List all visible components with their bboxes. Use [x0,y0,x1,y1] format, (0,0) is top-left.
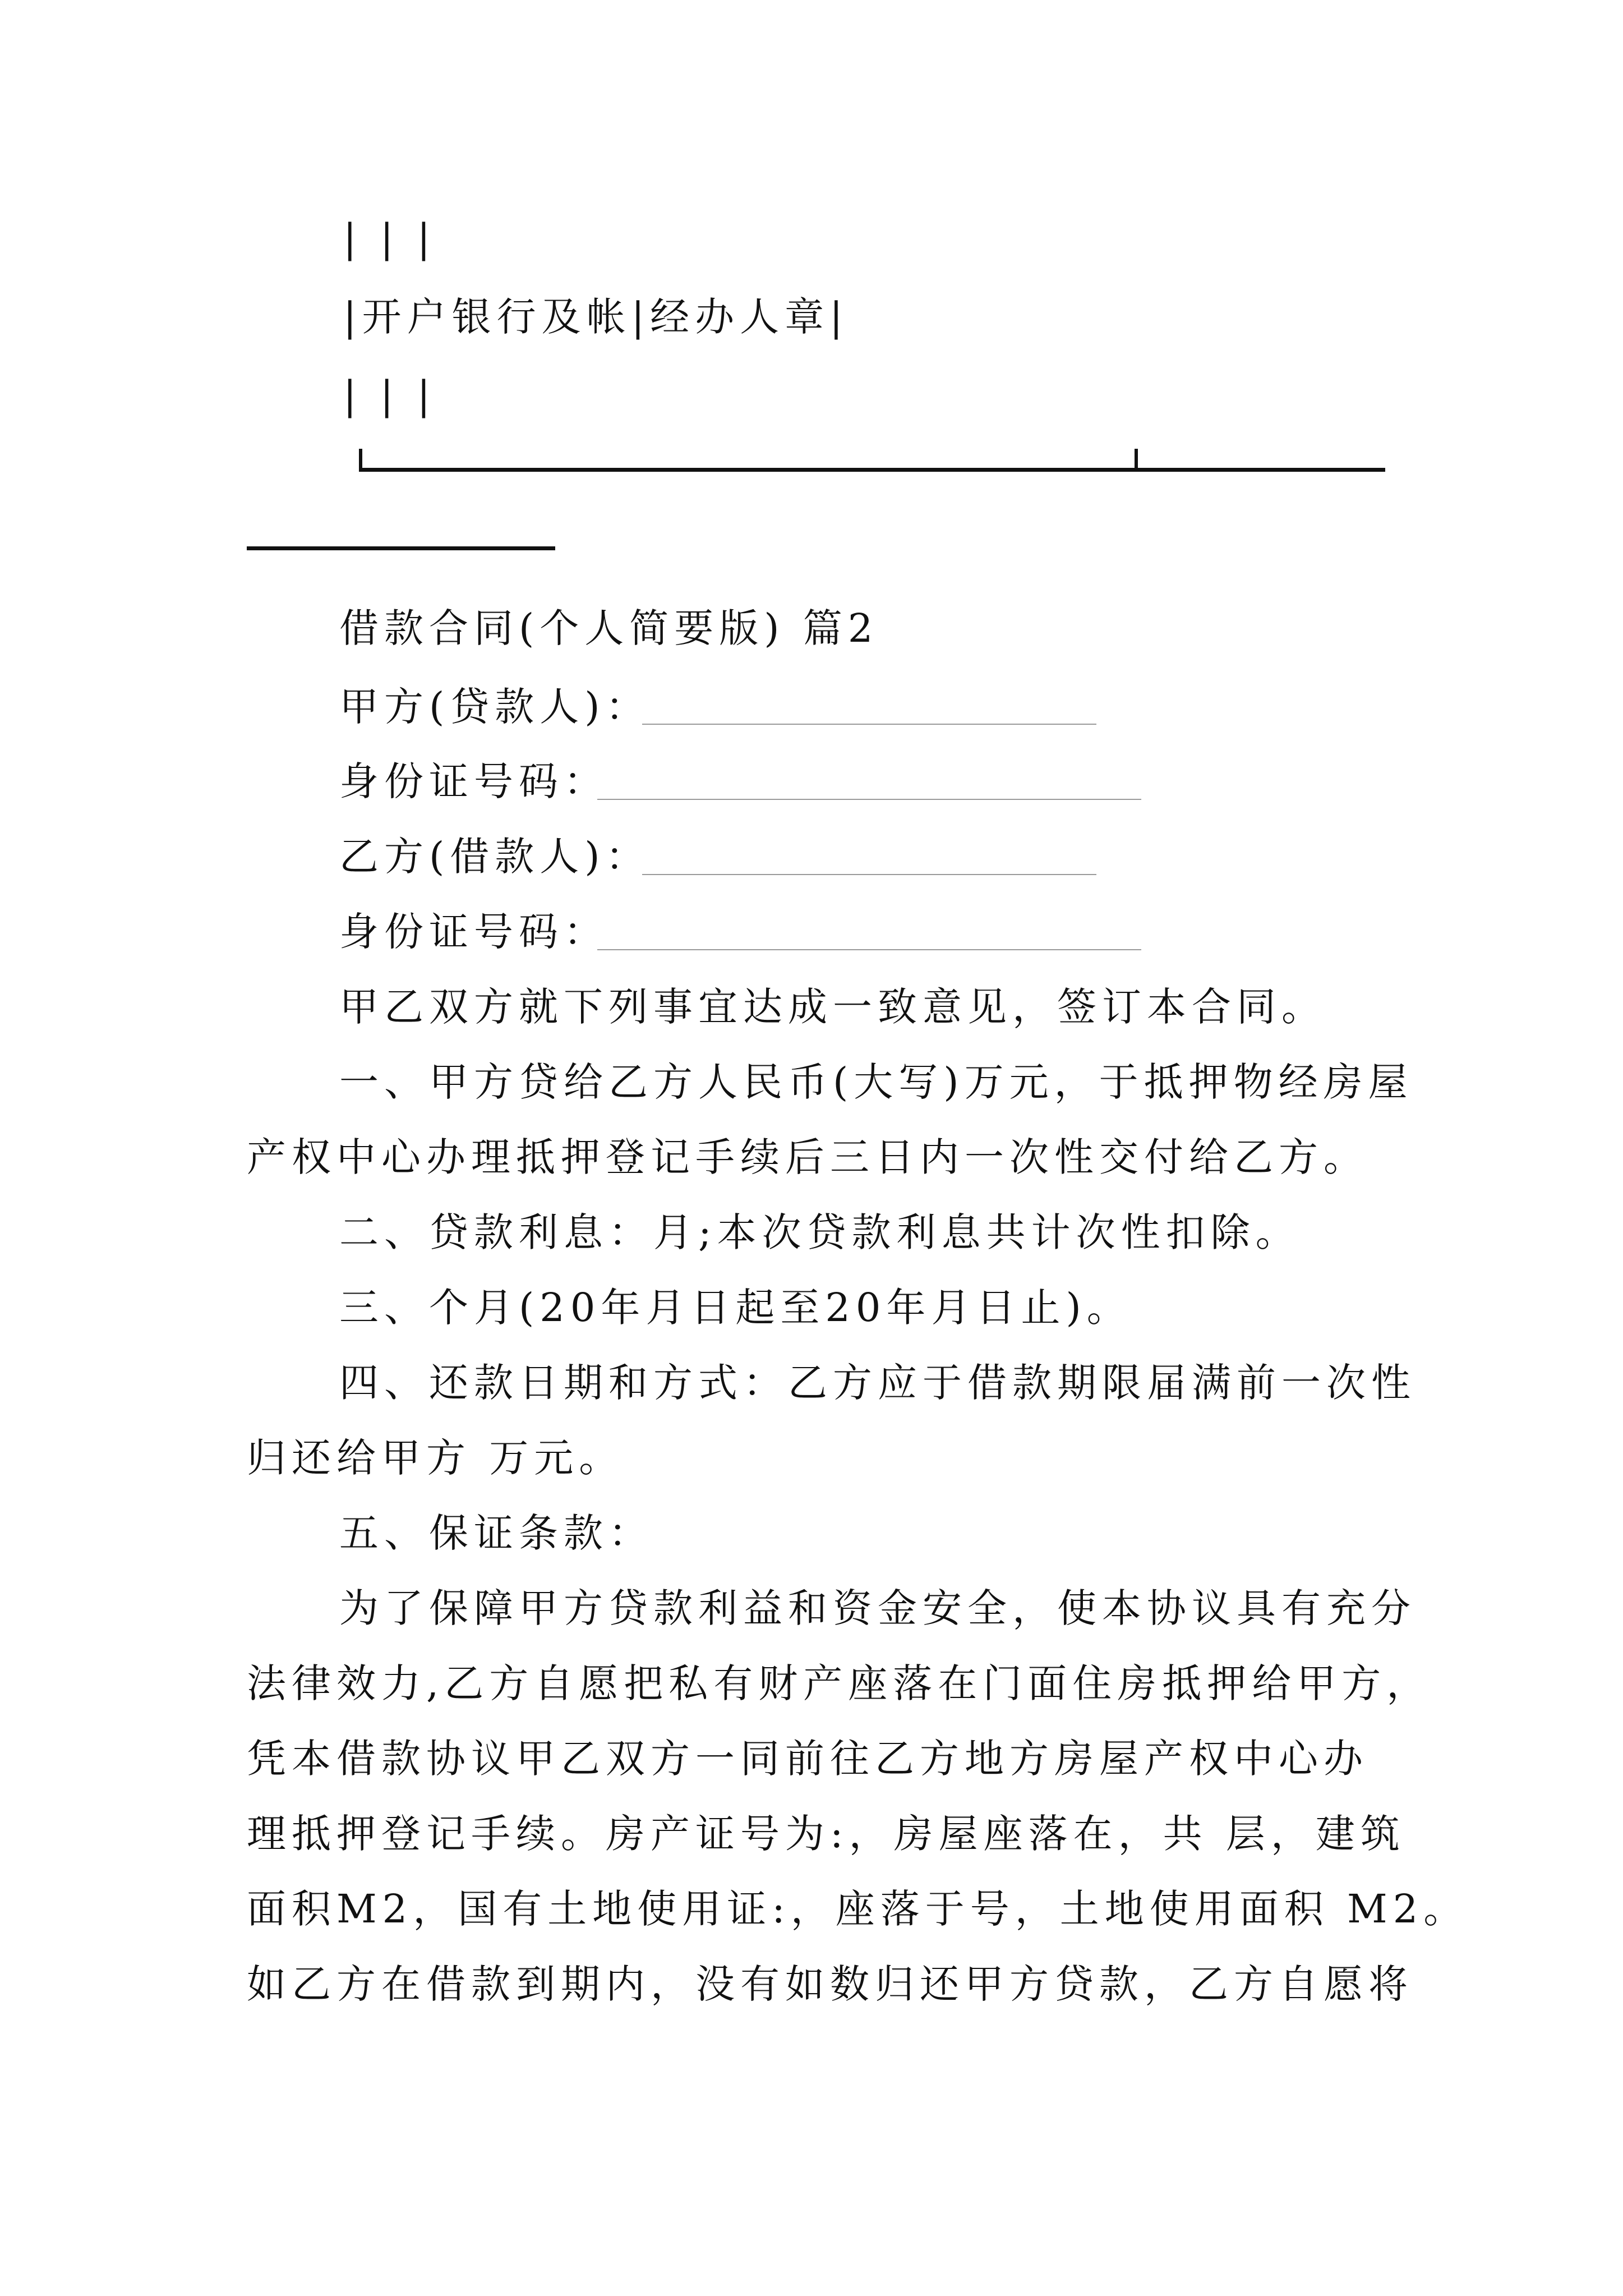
paragraph-clause-1: 一、甲方贷给乙方人民币(大写)万元，于抵押物经房屋 [339,1059,1413,1105]
borrower-id-blank[interactable] [597,949,1141,950]
borrower-blank[interactable] [642,874,1096,875]
paragraph-clause-5: 五、保证条款： [339,1510,653,1556]
lender-id-blank[interactable] [597,799,1141,800]
paragraph-intro: 甲乙双方就下列事宜达成一致意见，签订本合同。 [339,984,1326,1030]
table-bottom-border-wrap [247,546,555,550]
table-row-labels: |开户银行及帐|经办人章| [343,294,849,340]
lender-label: 甲方(贷款人)： [339,684,651,730]
paragraph-clause-1-cont: 产权中心办理抵押登记手续后三日内一次性交付给乙方。 [247,1134,1368,1180]
paragraph-guarantee-cont: 理抵押登记手续。房产证号为:，房屋座落在，共 层，建筑 [247,1811,1405,1857]
paragraph-guarantee: 为了保障甲方贷款利益和资金安全，使本协议具有充分 [339,1585,1416,1631]
paragraph-clause-3: 三、个月(20年月日起至20年月日止)。 [339,1285,1132,1331]
paragraph-guarantee-cont: 面积M2，国有土地使用证:，座落于号，土地使用面积 M2。 [247,1886,1469,1932]
borrower-label: 乙方(借款人)： [339,834,651,880]
section-title: 借款合同(个人简要版) 篇2 [339,605,879,651]
paragraph-guarantee-cont: 凭本借款协议甲乙双方一同前往乙方地方房屋产权中心办 [247,1736,1368,1782]
paragraph-clause-2: 二、贷款利息：月;本次贷款利息共计次性扣除。 [339,1209,1301,1255]
paragraph-clause-4: 四、还款日期和方式：乙方应于借款期限届满前一次性 [339,1360,1416,1406]
lender-blank[interactable] [642,724,1096,725]
paragraph-clause-4-cont: 归还给甲方 万元。 [247,1435,624,1481]
paragraph-guarantee-cont: 法律效力,乙方自愿把私有财产座落在门面住房抵押给甲方， [247,1660,1432,1706]
table-corner-mid [1135,449,1138,471]
lender-id-label: 身份证号码： [339,758,608,804]
table-row-empty: | | | [343,215,436,261]
borrower-id-label: 身份证号码： [339,909,608,955]
paragraph-guarantee-cont: 如乙方在借款到期内，没有如数归还甲方贷款，乙方自愿将 [247,1961,1413,2007]
table-bottom-border [359,468,1385,472]
table-row-empty: | | | [343,372,436,418]
